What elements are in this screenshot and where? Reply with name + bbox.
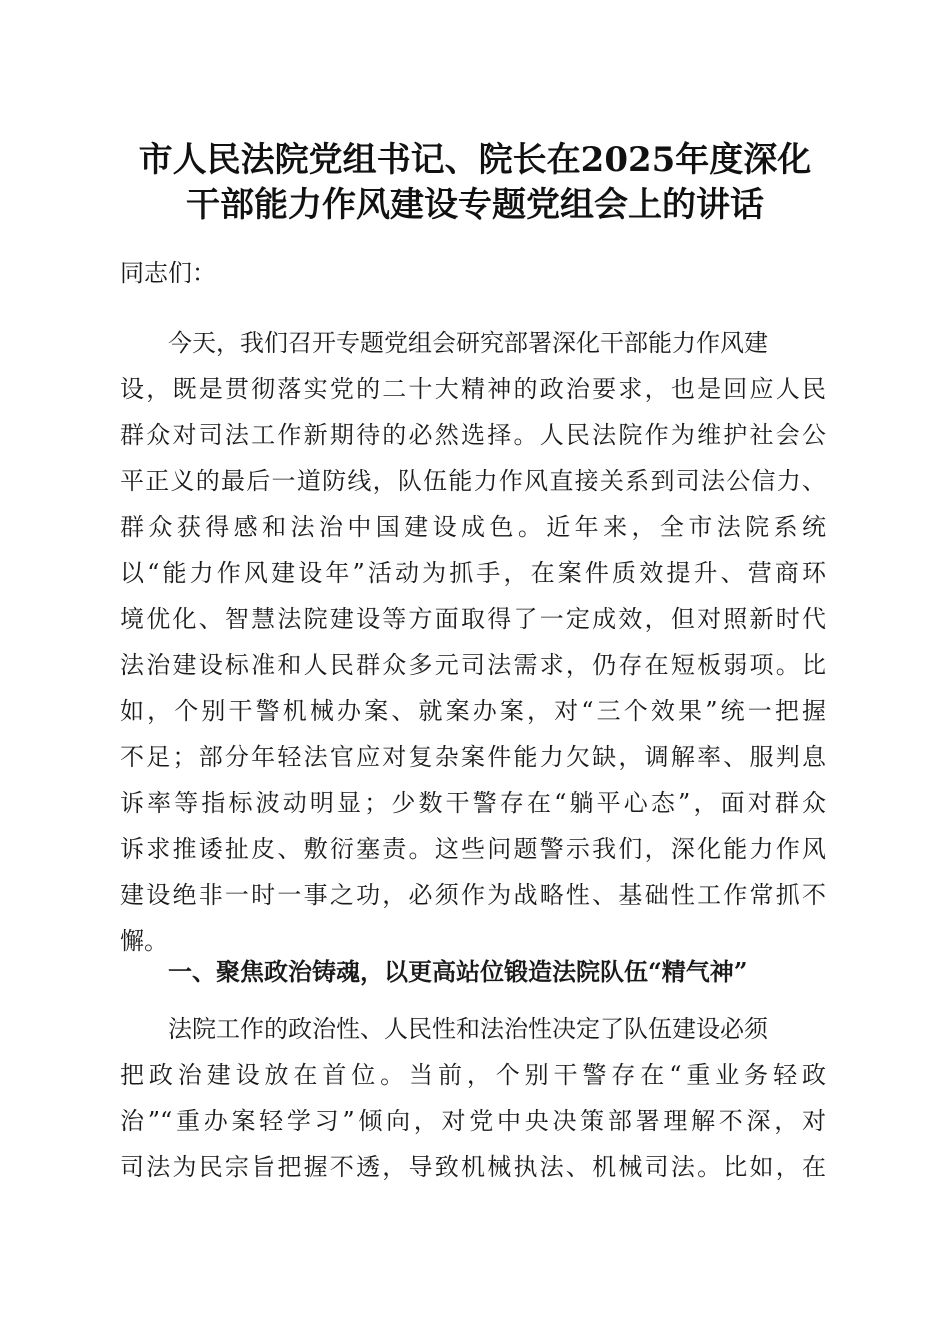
paragraph-1-line: 群众对司法工作新期待的必然选择。人民法院作为维护社会公 — [120, 421, 826, 449]
document-title-line-2: 干部能力作风建设专题党组会上的讲话 — [186, 185, 764, 225]
paragraph-1-line: 境优化、智慧法院建设等方面取得了一定成效，但对照新时代 — [120, 605, 826, 633]
document-title-line-1: 市人民法院党组书记、院长在2025年度深化 — [138, 140, 812, 180]
salutation: 同志们： — [120, 259, 216, 287]
paragraph-2-line: 司法为民宗旨把握不透，导致机械执法、机械司法。比如，在 — [120, 1153, 826, 1181]
paragraph-1-line: 诉求推诿扯皮、敷衍塞责。这些问题警示我们，深化能力作风 — [120, 835, 826, 863]
paragraph-1-line: 诉率等指标波动明显；少数干警存在“躺平心态”，面对群众 — [120, 789, 826, 817]
paragraph-1-line: 设，既是贯彻落实党的二十大精神的政治要求，也是回应人民 — [120, 375, 826, 403]
section-heading-1: 一、聚焦政治铸魂，以更高站位锻造法院队伍“精气神” — [168, 957, 748, 986]
paragraph-1-line: 法治建设标准和人民群众多元司法需求，仍存在短板弱项。比 — [120, 651, 826, 679]
paragraph-1-line: 懈。 — [120, 927, 168, 955]
paragraph-1-line: 建设绝非一时一事之功，必须作为战略性、基础性工作常抓不 — [120, 881, 826, 909]
paragraph-2-line: 法院工作的政治性、人民性和法治性决定了队伍建设必须 — [168, 1015, 768, 1043]
paragraph-1-line: 今天，我们召开专题党组会研究部署深化干部能力作风建 — [168, 329, 768, 357]
paragraph-2-line: 把政治建设放在首位。当前，个别干警存在“重业务轻政 — [120, 1061, 826, 1089]
paragraph-1-line: 如，个别干警机械办案、就案办案，对“三个效果”统一把握 — [120, 697, 826, 725]
paragraph-1-line: 群众获得感和法治中国建设成色。近年来，全市法院系统 — [120, 513, 826, 541]
paragraph-1-line: 不足；部分年轻法官应对复杂案件能力欠缺，调解率、服判息 — [120, 743, 826, 771]
paragraph-1-line: 平正义的最后一道防线，队伍能力作风直接关系到司法公信力、 — [120, 467, 826, 495]
paragraph-1-line: 以“能力作风建设年”活动为抓手，在案件质效提升、营商环 — [120, 559, 826, 587]
paragraph-2-line: 治”“重办案轻学习”倾向，对党中央决策部署理解不深，对 — [120, 1107, 826, 1135]
